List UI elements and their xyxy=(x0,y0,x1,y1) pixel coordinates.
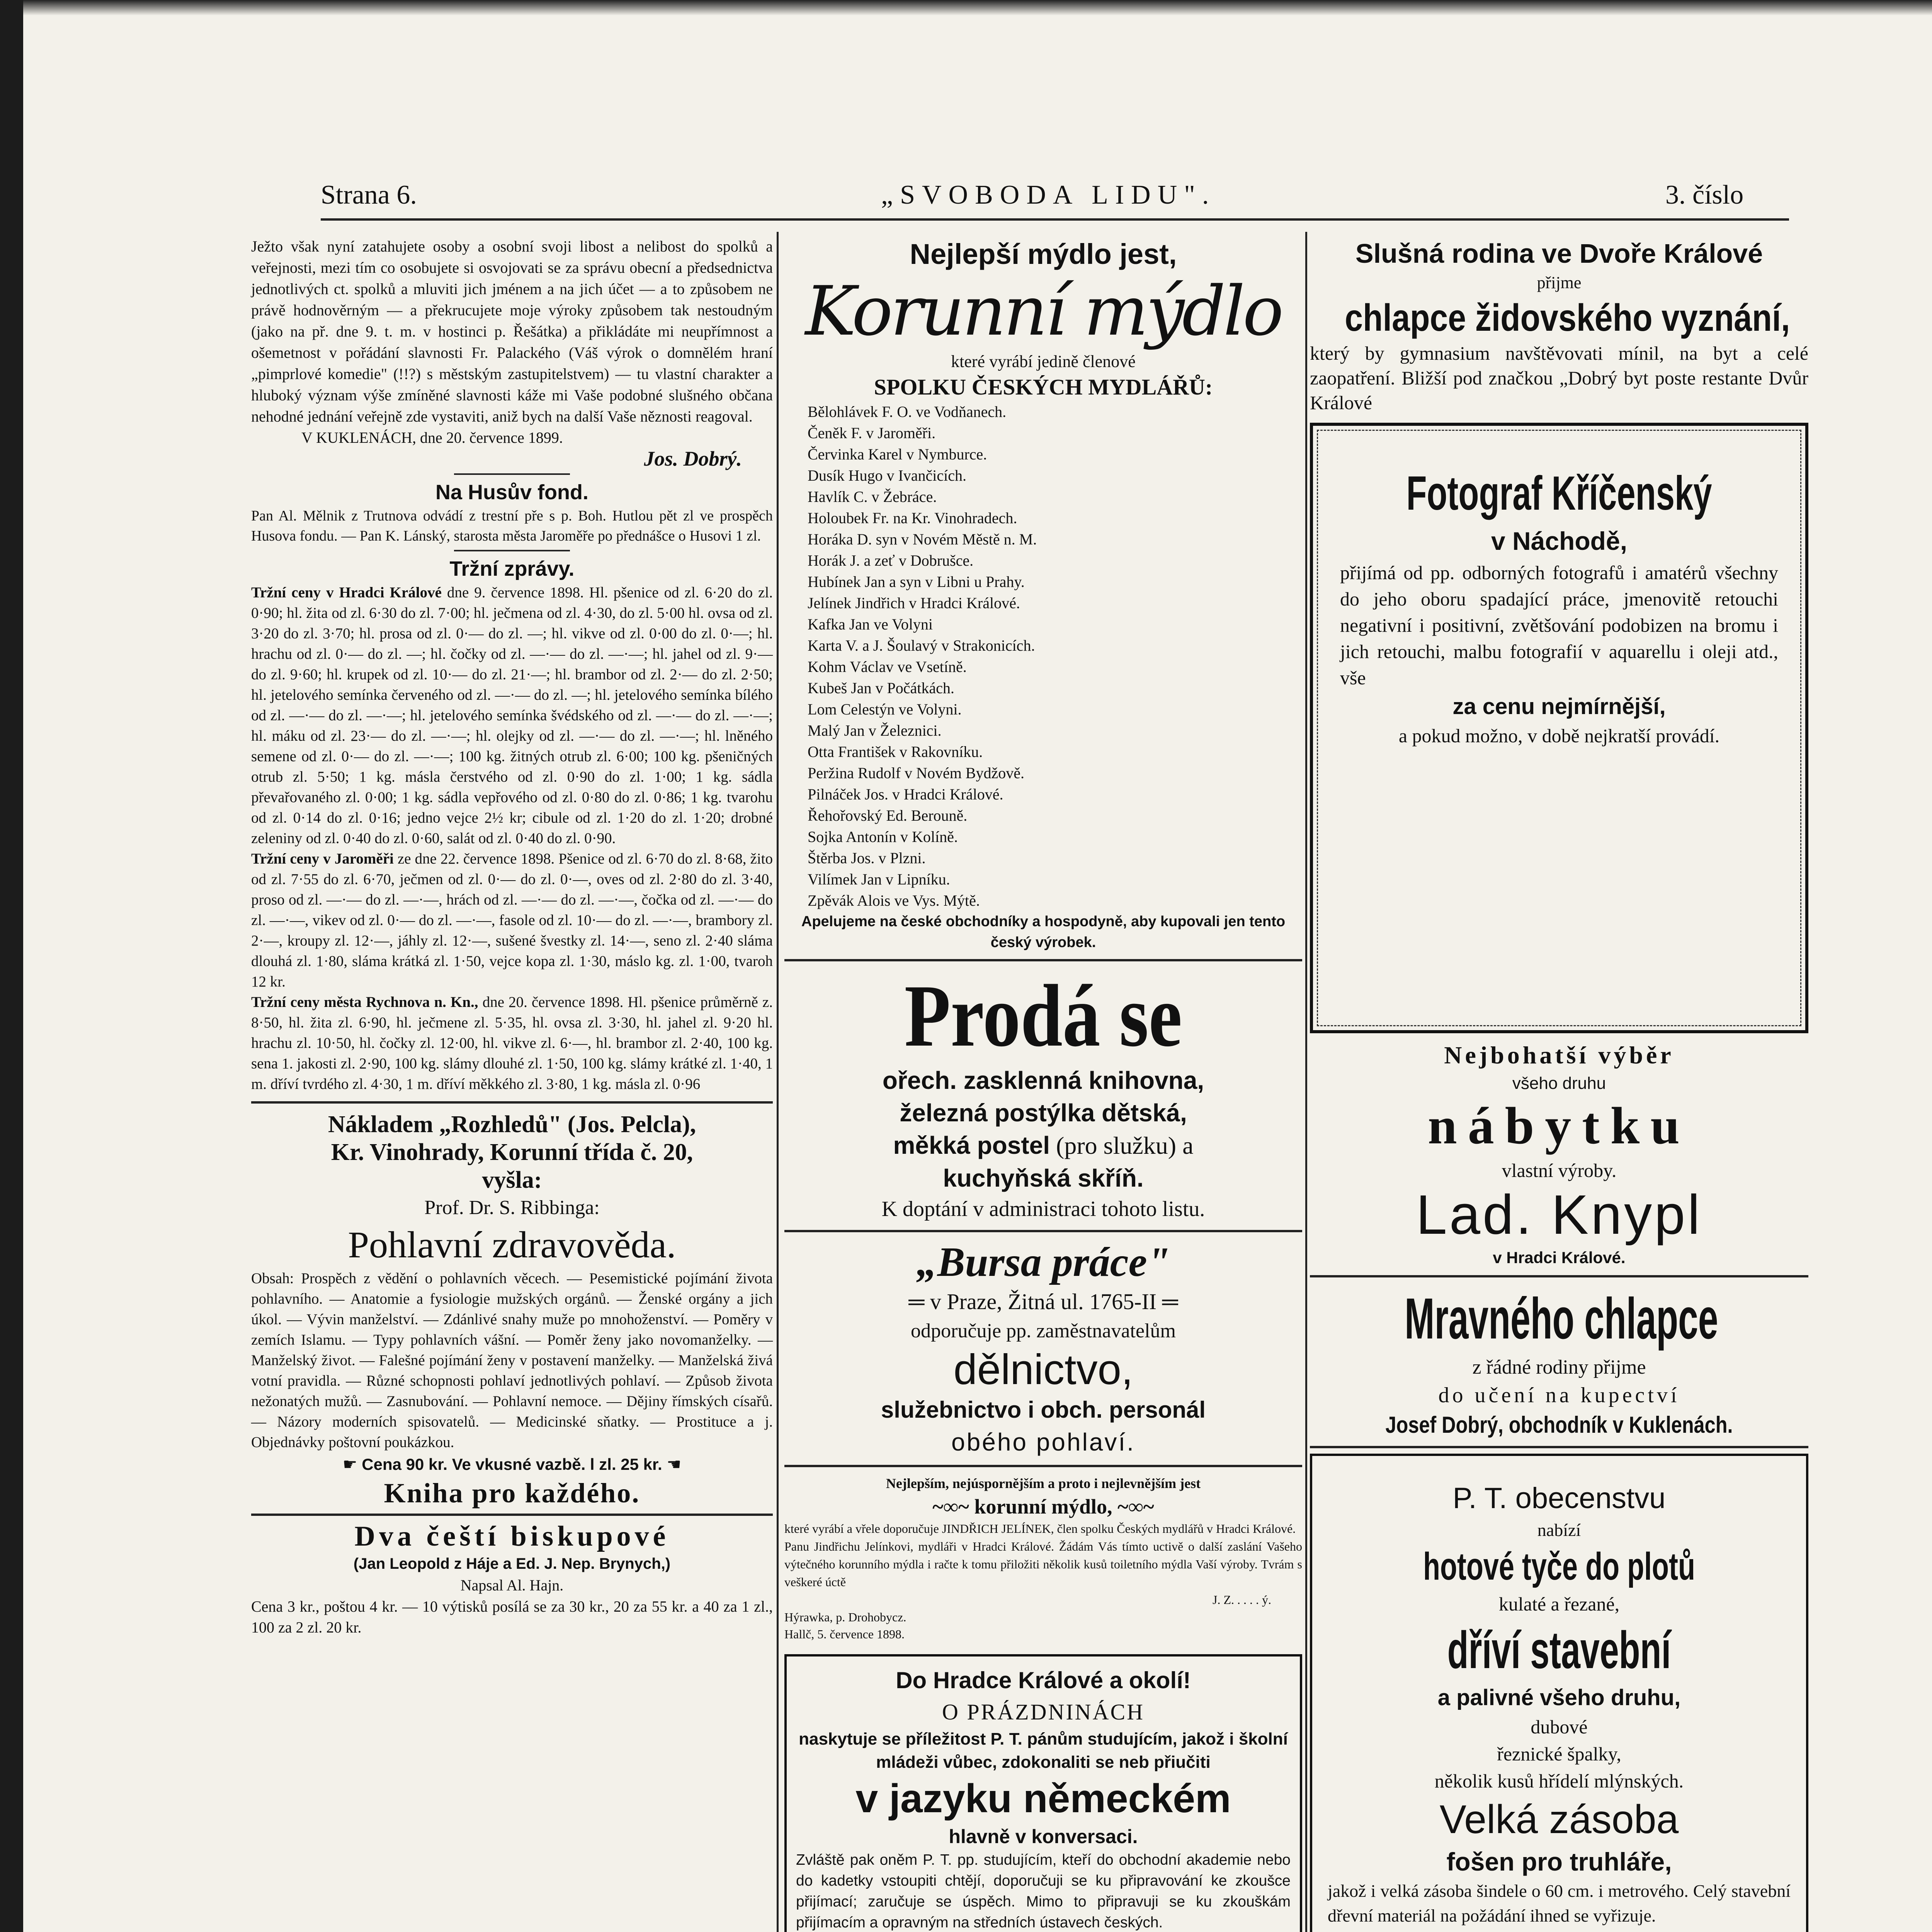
pick-mainly: hlavně v konversaci. xyxy=(949,1826,1138,1847)
list-item: Zpěvák Alois ve Vys. Mýtě. xyxy=(808,892,980,909)
sale-item-4: kuchyňská skříň. xyxy=(943,1164,1144,1192)
sale-contact: K doptání v administraci tohoto listu. xyxy=(881,1197,1205,1221)
hus-fund-body: Pan Al. Mělnik z Trutnova odvádí z trestní pře s p. Boh. Hutlou pět zl ve prospěch Husova fondu. — Pan K. Lánský, starosta města Jaroměře po přednášce o Husovi 1 zl. xyxy=(251,508,773,544)
list-item: Dusík Hugo v Ivančicích. xyxy=(808,467,967,484)
flourish-icon: ~∞~ xyxy=(1112,1495,1154,1518)
letter-place-date: V KUKLENÁCH, dne 20. července 1899. xyxy=(301,429,563,446)
timber-offers: nabízí xyxy=(1537,1520,1581,1540)
market-jaromer-text: ze dne 22. července 1898. Pšenice od zl. 6·70 do zl. 8·68, žito od zl. 7·55 do zl. 6·70, ječmen od zl. 0·— do zl. 0·—, oves od zl. 2·80 do zl. 3·40, proso od zl. —·— do zl. —·—, hrách od zl. —·— do zl. —·—, čočka od zl. —·— do zl. —·—, vikev od zl. 0·— do zl. —·—, fasole od zl. 10·— do zl. —·—, brambory zl. 2·—, kroupy zl. 12·—, jáhly zl. 12·—, sušené švestky zl. 14·—, seno zl. 2·40 sláma dlouhá zl. 1·80, sláma krátká zl. 1·50, vejce kopa zl. 1·30, máslo kg. zl. 1·00, tvaroh 12 kr. xyxy=(251,850,773,990)
photographer-ad-frame xyxy=(1310,423,1808,1033)
list-item: Otta František v Rakovníku. xyxy=(808,743,983,760)
furniture-kinds: všeho druhu xyxy=(1512,1074,1606,1093)
letter-body: Ježto však nyní zatahujete osoby a osobní svoji libost a nelibost do spolků a veřejnosti, mezi tím co osobujete si osvojovati se za správu obecní a předsednictva jednotlivých ct. spolků a mluviti jich jménem a na jich účet — a to způsobem ne právě hodnověrným — a překrucujete moje výroky způsobem tak nestoudným (jako na př. dne 9. t. m. v hostinci p. Řešátka) a přikládáte mi neupřímnost a ošemetnost v pořádání slavnosti Fr. Palackého (Váš výrok o domnělém hraní „pimprlové komedie" (!!?) s městským zastupitelstvem) — tu vlastní charakter a hluboký význam výše zmíněné slavnosti káže mi Vaše podobné slušného občana nehodné jednání veřejně zde vystaviti, aniž bych na další Vaše něznosti reagoval. xyxy=(251,238,773,425)
bursa-address: v Praze, Žitná ul. 1765-II xyxy=(930,1289,1157,1314)
pointing-hand-icon: ☛ xyxy=(342,1455,362,1473)
list-item: Kubeš Jan v Počátkách. xyxy=(808,679,954,697)
list-item: Malý Jan v Železnici. xyxy=(808,722,942,739)
column-rule-2 xyxy=(1305,232,1307,1932)
header-rule xyxy=(321,218,1789,221)
bursa-staff: služebnictvo i obch. personál xyxy=(881,1397,1206,1423)
list-item: Kohm Václav ve Vsetíně. xyxy=(808,658,967,675)
family-line-1: Slušná rodina ve Dvoře Králové xyxy=(1355,238,1763,269)
testimonial-place: Hýrawka, p. Drohobycz. xyxy=(784,1610,906,1624)
book-author: Prof. Dr. S. Ribbinga: xyxy=(424,1197,600,1219)
list-item: Peržina Rudolf v Novém Bydžově. xyxy=(808,764,1024,782)
divider xyxy=(1310,1446,1808,1448)
double-rule-icon: ═ xyxy=(908,1289,930,1314)
timber-fence: hotové tyče do plotů xyxy=(1423,1545,1696,1588)
boy-head: Mravného chlapce xyxy=(1405,1286,1718,1351)
divider xyxy=(784,1230,1302,1232)
book-price: Cena 90 kr. Ve vkusné vazbě. l zl. 25 kr. xyxy=(362,1455,662,1473)
timber-cutting: řeznické špalky, xyxy=(1497,1743,1621,1765)
sale-item-3-note: (pro služku) a xyxy=(1056,1132,1194,1159)
sale-item-3: měkká postel xyxy=(893,1131,1050,1159)
furniture-own: vlastní výroby. xyxy=(1502,1160,1617,1181)
list-item: Vilímek Jan v Lipníku. xyxy=(808,871,950,888)
bursa-recommends: odporučuje pp. zaměstnavatelům xyxy=(911,1320,1176,1342)
column-3 xyxy=(1310,236,1808,1932)
photographer-place: v Náchodě, xyxy=(1491,527,1628,555)
testimonial-head: Nejlepším, nejúspornějším a proto i nejlevnějším jest xyxy=(886,1476,1201,1491)
divider xyxy=(251,1101,773,1104)
market-hradec-text: dne 9. července 1898. Hl. pšenice od zl. 6·20 do zl. 0·90; hl. žita od zl. 6·30 do zl. 7·00; hl. ječmena od zl. 4·30, do zl. 5·00 hl. ovsa od zl. 3·20 do zl. 3·70; hl. prosa od zl. 0·— do zl. —; hl. vikve od zl. 0·00 do zl. 0·—; hl. hrachu od zl. 0·— do zl. —; hl. čočky od zl. —·— do zl. —·—; hl. jahel od zl. 9·— do zl. 9·60; hl. krupek od zl. 10·— do zl. 21·—; hl. brambor od zl. 2·— do zl. 2·50; hl. jetelového semínka červeného od zl. —·— do zl. —; hl. jetelového semínka bílého od zl. —·— do zl. —·—; hl. jetelového semínka švédského od zl. —·— do zl. —·—; hl. máku od zl. 23·— do zl. —·—; hl. olejky od zl. —·— do zl. —·—; hl. lněného semene od zl. 0·— do zl. —·—; 100 kg. žitných otrub zl. 6·00; 100 kg. pšeničných otrub zl. 5·50; 1 kg. másla čerstvého od zl. 0·90 do zl. 1·00; 1 kg. sádla převařovaného zl. 0·00; 1 kg. sádla vepřového od zl. 0·80 do zl. 0·86; 1 kg. tvarohu od zl. 0·14 do zl. 0·16; jedno vejce 2½ kr; cibule od zl. 1·20 do zl. 1·20; drobné zeleniny od zl. 0·40 do zl. 0·60, salát od zl. 0·40 do zl. 0·90. xyxy=(251,584,773,847)
column-rule-1 xyxy=(777,232,779,1932)
market-rychnov-lead: Tržní ceny města Rychnova n. Kn., xyxy=(251,994,478,1010)
column-1 xyxy=(251,236,773,1638)
column-2 xyxy=(784,236,1302,1932)
bishops-author: Napsal Al. Hajn. xyxy=(460,1577,564,1594)
photographer-tail: a pokud možno, v době nejkratší provádí. xyxy=(1398,725,1720,747)
list-item: Lom Celestýn ve Volyni. xyxy=(808,701,962,718)
letter-signature: Jos. Dobrý. xyxy=(644,447,742,470)
list-item: Červinka Karel v Nymburce. xyxy=(808,446,987,463)
soap-name: Korunní mýdlo xyxy=(805,272,1282,351)
bishops-title: Dva čeští biskupové xyxy=(354,1520,670,1552)
furniture-word: nábytku xyxy=(1428,1097,1690,1155)
market-rychnov-text: dne 20. července 1898. Hl. pšenice průměrně z. 8·50, hl. žita zl. 6·90, hl. ječmene zl. 5·35, hl. ovsa zl. 3·30, hl. jahel zl. 9·20 hl. hrachu zl. 10·50, hl. čočky zl. 12·00, hl. vikve zl. 6·—, hl. brambor zl. 2·40, 100 kg. sena 1. jakosti zl. 2·90, 100 kg. slámy dlouhé zl. 1·50, 100 kg. slámy krátké zl. 1·40, 1 m. dříví tvrdého zl. 4·30, 1 m. dříví měkkého zl. 3·80, 1 kg. másla zl. 0·96 xyxy=(251,994,773,1092)
pick-language: v jazyku německém xyxy=(855,1776,1231,1821)
family-text: který by gymnasium navštěvovati mínil, na byt a celé zaopatření. Bližší pod značkou „Dobrý byt poste restante Dvůr Králové xyxy=(1310,342,1808,413)
furniture-maker: Lad. Knypl xyxy=(1416,1184,1702,1246)
masthead-title: „SVOBODA LIDU". xyxy=(881,180,1216,210)
timber-oak: dubové xyxy=(1531,1716,1588,1738)
bursa-name: „Bursa práce" xyxy=(916,1239,1170,1285)
divider xyxy=(784,1465,1302,1467)
list-item: Hubínek Jan a syn v Libni u Prahy. xyxy=(808,573,1025,590)
boy-learn: do učení na kupectví xyxy=(1438,1383,1680,1407)
family-line-3: chlapce židovského vyznání, xyxy=(1345,296,1790,339)
list-item: Bělohlávek F. O. ve Vodňanech. xyxy=(808,403,1007,420)
publisher-line-2: Kr. Vinohrady, Korunní třída č. 20, xyxy=(331,1139,693,1165)
flourish-icon: ~∞~ xyxy=(932,1495,975,1518)
timber-stock: Velká zásoba xyxy=(1439,1797,1679,1842)
sale-item-1: ořech. zasklenná knihovna, xyxy=(882,1066,1204,1094)
page-header xyxy=(321,180,1789,218)
family-line-2: přijme xyxy=(1537,273,1582,292)
scan-top-edge xyxy=(0,0,1932,15)
list-item: Štěrba Jos. v Plzni. xyxy=(808,849,926,867)
list-item: Karta V. a J. Šoulavý v Strakonicích. xyxy=(808,637,1035,654)
sale-item-2: železná postýlka dětská, xyxy=(900,1099,1187,1127)
sale-heading: Prodá se xyxy=(904,966,1182,1065)
scan-left-edge xyxy=(0,0,23,1932)
bursa-sexes: obého pohlaví. xyxy=(951,1428,1135,1456)
timber-name xyxy=(1393,1928,1726,1932)
testimonial-soap: korunní mýdlo, xyxy=(974,1495,1112,1518)
bursa-workers: dělnictvo, xyxy=(953,1346,1133,1393)
pick-text: Zvláště pak oněm P. T. pp. studujícím, kteří do obchodní akademie nebo do kadetky vstoupiti chtějí, doporučuji se ku připravování ke zkoušce přijímací; zaručuje se úspěch. Mimo to připravuji se ku zkouškám přijímacím a opravným na středních ústavech českých. xyxy=(796,1852,1291,1931)
soap-appeal: Apelujeme na české obchodníky a hospodyně, aby kupovali jen tento český výrobek. xyxy=(801,913,1286,951)
bishops-price: Cena 3 kr., poštou 4 kr. — 10 výtisků posílá se za 30 kr., 20 za 55 kr. a 40 za 1 zl., 100 za 2 zl. 20 kr. xyxy=(251,1598,773,1636)
book-title: Pohlavní zdravověda. xyxy=(348,1224,676,1266)
boy-who: Josef Dobrý, obchodník v Kuklenách. xyxy=(1385,1412,1733,1438)
soap-members-list xyxy=(784,401,1302,911)
timber-shingles: jakož i velká zásoba šindele o 60 cm. i metrového. Celý stavební dřevní materiál na požádání ihned se vyřizuje. xyxy=(1328,1881,1791,1925)
testimonial-letter: Panu Jindřichu Jelínkovi, mydláři v Hradci Králové. Žádám Vás tímto uctivě o další zaslání Vašeho výtečného korunního mýdla i račte k tomu přiložiti několik kusů toiletního mýdla Vaší výroby. Tvrám s veškeré úctě xyxy=(784,1539,1302,1589)
list-item: Jelínek Jindřich v Hradci Králové. xyxy=(808,594,1020,612)
publisher-line-3: vyšla: xyxy=(482,1167,542,1193)
bishops-subtitle: (Jan Leopold z Háje a Ed. J. Nep. Brynych,) xyxy=(353,1555,671,1572)
list-item: Kafka Jan ve Volyni xyxy=(808,616,933,633)
divider xyxy=(784,959,1302,961)
issue-number: 3. číslo xyxy=(1665,180,1744,210)
pick-head: Do Hradce Králové a okolí! xyxy=(896,1667,1191,1693)
divider xyxy=(251,1514,773,1516)
list-item: Pilnáček Jos. v Hradci Králové. xyxy=(808,786,1003,803)
divider xyxy=(454,473,570,475)
timber-ad-box xyxy=(1310,1454,1808,1932)
soap-guild: SPOLKU ČESKÝCH MYDLÁŘŮ: xyxy=(874,374,1213,400)
testimonial-date: Hallč, 5. července 1898. xyxy=(784,1627,905,1641)
book-tagline: Kniha pro každého. xyxy=(384,1478,640,1509)
list-item: Holoubek Fr. na Kr. Vinohradech. xyxy=(808,509,1017,527)
soap-lead: Nejlepší mýdlo jest, xyxy=(910,238,1177,270)
testimonial-signature: J. Z. . . . . ý. xyxy=(1213,1593,1271,1607)
publisher-line-1: Nákladem „Rozhledů" (Jos. Pelcla), xyxy=(328,1111,696,1138)
furniture-place: v Hradci Králové. xyxy=(1493,1248,1626,1267)
timber-wood: dříví stavební xyxy=(1447,1621,1671,1679)
hus-fund-title: Na Husův fond. xyxy=(435,481,588,504)
timber-shafts: několik kusů hřídelí mlýnských. xyxy=(1434,1770,1684,1792)
divider xyxy=(1310,1275,1808,1277)
testimonial-text: které vyrábí a vřele doporučuje JINDŘICH JELÍNEK, člen spolku Českých mydlářů v Hradci Králové. xyxy=(784,1522,1296,1536)
book-contents: Obsah: Prospěch z vědění o pohlavních věcech. — Pesemistické pojímání života pohlavního. — Anatomie a fysiologie mužských orgánů. — Ženské orgány a jich úkol. — Vývin manželství. — Zdánlivé snahy muže po mnohoženství. — Poměry v zemích Islamu. — Typy pohlavních vášní. — Poměr ženy jako novomanželky. — Manželský život. — Falešné pojímání ženy v postavení manželky. — Manželská živá votní pravidla. — Různé schopnosti pohlaví jednotlivých pohlaví. — Způsob života nežonatých mužů. — Zasnubování. — Pohlavní nemoce. — Dějiny římských císařů. — Názory moderních spisovatelů. — Medicinské sňatky. — Prostituce a j. Objednávky poštovní poukázkou. xyxy=(251,1270,773,1451)
soap-maker: které vyrábí jedině členové xyxy=(951,352,1136,371)
list-item: Havlík C. v Žebráce. xyxy=(808,488,937,505)
timber-planks: fošen pro truhláře, xyxy=(1446,1847,1672,1876)
list-item: Horák J. a zeť v Dobrušce. xyxy=(808,552,974,569)
list-item: Sojka Antonín v Kolíně. xyxy=(808,828,958,845)
pick-ad-box xyxy=(784,1654,1302,1932)
timber-shape: kulaté a řezané, xyxy=(1498,1593,1620,1615)
page-number: Strana 6. xyxy=(321,180,417,210)
divider xyxy=(454,550,570,551)
pointing-hand-icon: ☚ xyxy=(662,1455,682,1473)
market-title: Tržní zprávy. xyxy=(449,557,575,580)
photographer-price: za cenu nejmírnější, xyxy=(1452,694,1666,719)
photographer-name: Fotograf Kříčenský xyxy=(1406,467,1712,520)
pick-offer: naskytuje se příležitost P. T. pánům studujícím, jakož i školní mládeži vůbec, zdokonaliti se neb přiučiti xyxy=(799,1730,1288,1772)
photographer-text: přijímá od pp. odborných fotografů i amatérů všechny do jeho oboru spadající práce, jmenovitě retouchi negativní i positivní, zvětšování podobizen na bromu i jich retouchi, malbu fotografií v aquarellu i oleji atd., vše xyxy=(1340,562,1778,689)
timber-fuel: a palivné všeho druhu, xyxy=(1437,1685,1681,1710)
list-item: Čeněk F. v Jaroměři. xyxy=(808,424,936,442)
market-hradec-lead: Tržní ceny v Hradci Králové xyxy=(251,584,442,601)
pick-holiday: O PRÁZDNINÁCH xyxy=(942,1699,1145,1725)
timber-public: P. T. obecenstvu xyxy=(1452,1482,1666,1515)
list-item: Řehořovský Ed. Berouně. xyxy=(808,807,968,824)
market-jaromer-lead: Tržní ceny v Jaroměři xyxy=(251,850,394,867)
list-item: Horáka D. syn v Novém Městě n. M. xyxy=(808,531,1037,548)
double-rule-icon: ═ xyxy=(1156,1289,1178,1314)
boy-from: z řádné rodiny přijme xyxy=(1472,1356,1646,1378)
furniture-best: Nejbohatší výběr xyxy=(1444,1041,1674,1069)
